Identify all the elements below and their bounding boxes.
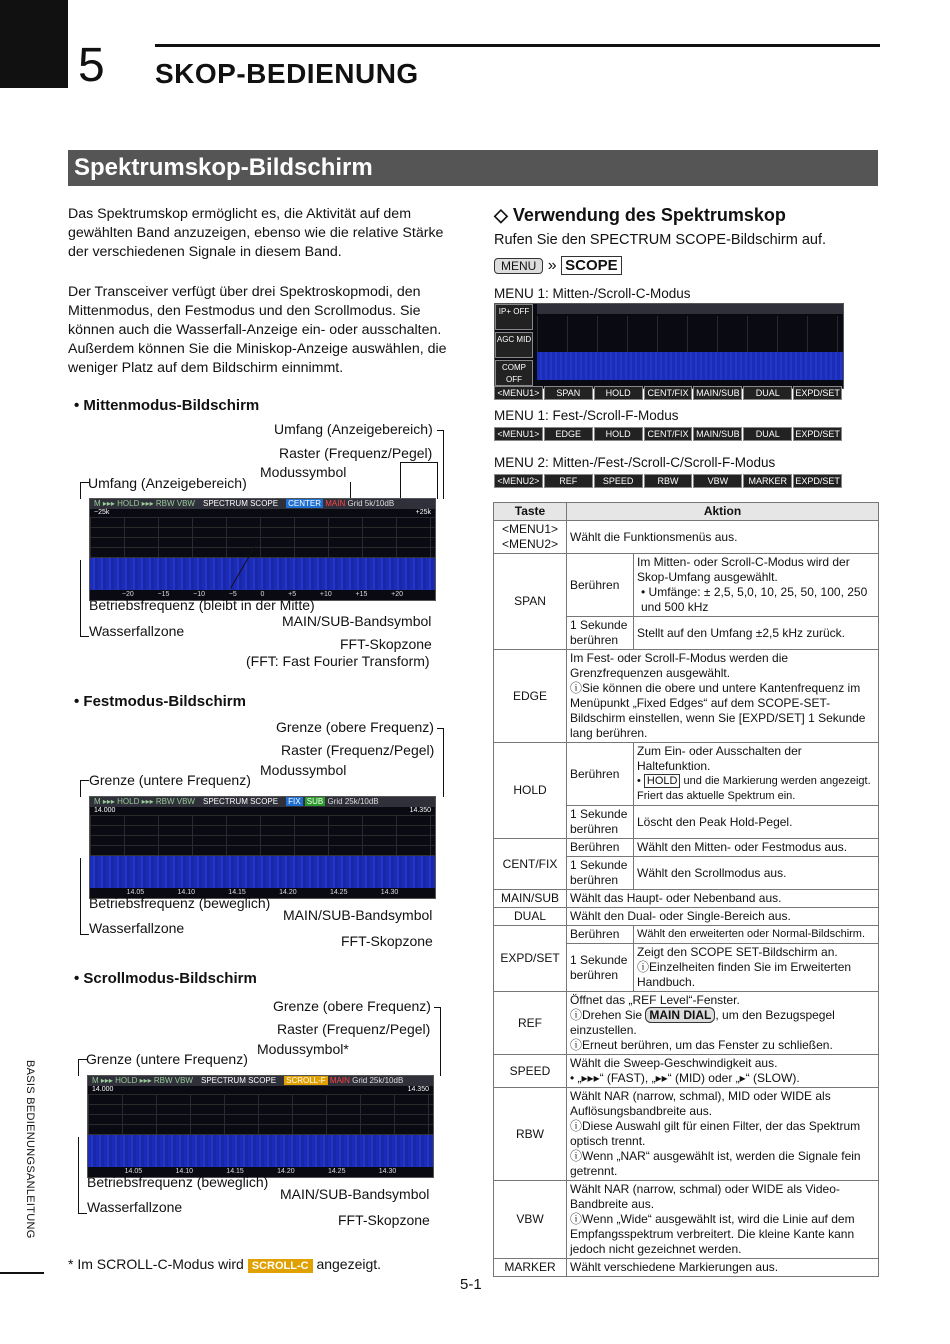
action-cell: Wählt den erweiterten oder Normal-Bildschirm. xyxy=(634,926,879,944)
action-bullet: • Umfänge: ± 2,5, 5,0, 10, 25, 50, 100, 250 und 500 kHz xyxy=(641,585,868,614)
table-row xyxy=(494,1055,879,1088)
action-cell xyxy=(567,1088,879,1181)
leader-upper xyxy=(437,728,444,797)
axis-tick: +20 xyxy=(391,591,403,598)
fixed-mode-screen xyxy=(89,796,436,899)
axis-tick: 14.30 xyxy=(378,1168,397,1175)
footnote-text-after: angezeigt. xyxy=(316,1256,382,1272)
chapter-rule xyxy=(155,44,880,47)
label-grid: Raster (Frequenz/Pegel) xyxy=(279,445,433,461)
table-row xyxy=(494,650,879,743)
menu1-button[interactable]: <MENU1> xyxy=(494,386,543,400)
key-cell: CENT/FIX xyxy=(494,839,567,890)
table-row xyxy=(494,992,879,1055)
ip-off-button[interactable]: IP+ OFF xyxy=(495,304,533,330)
scope-header-bar: M ▸▸▸ HOLD ▸▸▸ RBW VBW SPECTRUM SCOPE FIX SUB Grid 25k/10dB xyxy=(90,797,435,807)
label-fft-note: (FFT: Fast Fourier Transform) xyxy=(246,653,430,669)
speed-button[interactable]: SPEED xyxy=(594,474,643,488)
center-mode-screen xyxy=(89,498,436,601)
range-right: +25k xyxy=(415,509,431,516)
scope-key: SCOPE xyxy=(561,256,622,275)
axis-tick: 14.25 xyxy=(329,889,348,896)
key-cell: REF xyxy=(494,992,567,1055)
main-dial-badge: MAIN DIAL xyxy=(645,1007,715,1023)
expd-set-button[interactable]: EXPD/SET xyxy=(793,474,842,488)
action-text: Wählt die Sweep-Geschwindigkeit aus. xyxy=(570,1056,778,1070)
action-cell xyxy=(567,650,879,743)
mini-waterfall xyxy=(537,352,843,380)
table-row xyxy=(494,554,879,617)
chapter-tab-block xyxy=(0,0,68,88)
expd-set-button[interactable]: EXPD/SET xyxy=(793,386,842,400)
axis-tick: +15 xyxy=(355,591,368,598)
label-upper: Grenze (obere Frequenz) xyxy=(273,998,431,1014)
label-op-freq: Betriebsfrequenz (bleibt in der Mitte) xyxy=(89,597,315,613)
action-note: ⓘEinzelheiten finden Sie im Erweiterten Handbuch. xyxy=(637,960,852,989)
label-waterfall: Wasserfallzone xyxy=(89,920,185,936)
mini-fft-zone xyxy=(537,316,843,352)
leader-waterfall xyxy=(80,858,89,935)
action-cell xyxy=(567,1055,879,1088)
label-waterfall: Wasserfallzone xyxy=(89,623,185,639)
marker-button[interactable]: MARKER xyxy=(743,474,792,488)
action-note: ⓘWenn „Wide“ ausgewählt ist, wird die Linie auf dem Empfangsspektrum verbreitert. Die kleine Kante kann jedoch nicht gezeichnet werden. xyxy=(570,1212,855,1256)
axis-tick: +5 xyxy=(288,591,297,598)
mode-symbol: CENTER xyxy=(288,499,321,508)
action-note: ⓘDiese Auswahl gilt für einen Filter, der das Spektrum optisch trennt. xyxy=(570,1119,861,1148)
action-cell: Löscht den Peak Hold-Pegel. xyxy=(634,806,879,839)
hold-badge: HOLD xyxy=(644,774,681,788)
range-left: 14.000 xyxy=(92,1086,114,1093)
range-right: 14.350 xyxy=(407,1086,429,1093)
menu1-center-row xyxy=(494,386,842,400)
action-cell: Wählt das Haupt- oder Nebenband aus. xyxy=(567,890,879,908)
sub-cell: 1 Sekunde berühren xyxy=(567,617,634,650)
main-sub-button[interactable]: MAIN/SUB xyxy=(693,427,742,441)
band-symbol: MAIN xyxy=(325,499,346,508)
menu1-fixed-row xyxy=(494,427,842,441)
waterfall-zone xyxy=(90,856,435,888)
label-lower: Grenze (untere Frequenz) xyxy=(86,1051,248,1067)
menu1-center-label: MENU 1: Mitten-/Scroll-C-Modus xyxy=(494,286,691,301)
action-text: Zeigt den SCOPE SET-Bildschirm an. xyxy=(637,945,838,959)
label-grid: Raster (Frequenz/Pegel) xyxy=(281,742,435,758)
action-note: ⓘDrehen Sie xyxy=(570,1008,643,1022)
label-lower: Grenze (untere Frequenz) xyxy=(89,772,251,788)
axis-tick: 14.05 xyxy=(126,889,145,896)
grid-readout: Grid 5k/10dB xyxy=(347,499,395,508)
page-number: 5-1 xyxy=(460,1276,482,1293)
action-bullet: und die Markierung werden angezeigt. Friert das aktuelle Spektrum ein. xyxy=(637,775,871,802)
key-cell: HOLD xyxy=(494,743,567,839)
vbw-button[interactable]: VBW xyxy=(693,474,742,488)
action-cell: Zum Ein- oder Ausschalten der Haltefunktion. • HOLD und die Markierung werden angezeigt. Friert das aktuelle Spektrum ein. xyxy=(634,743,879,806)
key-cell: VBW xyxy=(494,1181,567,1259)
axis-tick: 14.10 xyxy=(177,889,195,896)
arrow-text: » xyxy=(547,257,557,274)
key-cell: <MENU1> <MENU2> xyxy=(494,521,567,554)
key-cell: EXPD/SET xyxy=(494,926,567,992)
side-label: BASIS BEDIENUNGSANLEITUNG xyxy=(24,1060,36,1239)
fixed-mode-heading: • Festmodus-Bildschirm xyxy=(74,693,246,710)
action-cell: Stellt auf den Umfang ±2,5 kHz zurück. xyxy=(634,617,879,650)
axis-tick: 14.25 xyxy=(327,1168,346,1175)
table-row xyxy=(494,890,879,908)
key-sequence xyxy=(494,256,622,275)
band-symbol: SUB xyxy=(306,797,324,806)
axis-tick: 14.30 xyxy=(380,889,399,896)
label-fft: FFT-Skopzone xyxy=(340,636,432,652)
fft-zone xyxy=(90,517,435,558)
intro-paragraph-2: Der Transceiver verfügt über drei Spektroskopmodi, den Mittenmodus, den Festmodus und den Scrollmodus. Sie können auch die Wasserfall-Anzeige ein- oder ausschalten. Außerdem können Sie die Miniskop-Anzeige auswählen, die weniger Platz auf dem Bildschirm einnimmt. xyxy=(68,284,447,376)
fixed-mode-heading-text: Festmodus-Bildschirm xyxy=(83,693,246,710)
leader-lower xyxy=(78,1059,87,1076)
axis-tick: +10 xyxy=(319,591,332,598)
agc-mid-button[interactable]: AGC MID xyxy=(495,332,533,358)
key-cell: MAIN/SUB xyxy=(494,890,567,908)
label-op-freq: Betriebsfrequenz (beweglich) xyxy=(87,1174,269,1190)
scope-range-row xyxy=(88,1086,433,1094)
center-mode-heading-text: Mittenmodus-Bildschirm xyxy=(83,397,260,414)
center-mode-heading: • Mittenmodus-Bildschirm xyxy=(74,397,260,414)
comp-off-button[interactable]: COMP OFF xyxy=(495,360,533,386)
dual-button[interactable]: DUAL xyxy=(743,427,792,441)
diamond-icon: ◇ xyxy=(494,205,508,225)
action-text: Wählt NAR (narrow, schmal), MID oder WIDE als Auflösungsbandbreite aus. xyxy=(570,1089,831,1118)
header-key: Taste xyxy=(494,503,567,521)
action-cell xyxy=(567,992,879,1055)
menu1-button[interactable]: <MENU1> xyxy=(494,427,543,441)
leader-span-right xyxy=(437,430,444,499)
label-band-symbol: MAIN/SUB-Bandsymbol xyxy=(282,613,432,629)
axis-tick: 14.10 xyxy=(175,1168,193,1175)
axis-tick: 14.20 xyxy=(279,889,297,896)
leader-waterfall xyxy=(80,560,89,637)
action-note: ⓘWenn „NAR“ ausgewählt ist, werden die Signale fein getrennt. xyxy=(570,1149,861,1178)
sub-cell: Berühren xyxy=(567,554,634,617)
axis-tick: 0 xyxy=(260,591,265,598)
key-cell: DUAL xyxy=(494,908,567,926)
action-cell: Wählt den Mitten- oder Festmodus aus. xyxy=(634,839,879,857)
key-cell: SPEED xyxy=(494,1055,567,1088)
sub-cell: Berühren xyxy=(567,839,634,857)
action-text: Im Mitten- oder Scroll-C-Modus wird der Skop-Umfang ausgewählt. xyxy=(637,555,850,584)
axis-tick: −15 xyxy=(157,591,170,598)
sub-cell: Berühren xyxy=(567,743,634,806)
hold-button[interactable]: HOLD xyxy=(594,386,643,400)
action-text: Im Fest- oder Scroll-F-Modus werden die Grenzfrequenzen ausgewählt. xyxy=(570,651,789,680)
sub-cell: 1 Sekunde berühren xyxy=(567,806,634,839)
dual-button[interactable]: DUAL xyxy=(743,386,792,400)
intro-paragraph-1: Das Spektrumskop ermöglicht es, die Aktivität auf dem gewählten Band anzuzeigen, ebenso wie die relative Stärke der verschiedenen Signale in diesem Band. xyxy=(68,206,444,260)
action-bullet: • „▸▸▸“ (FAST), „▸▸“ (MID) oder „▸“ (SLOW). xyxy=(570,1071,800,1085)
scroll-mode-heading-text: Scrollmodus-Bildschirm xyxy=(83,970,257,987)
action-cell: Wählt verschiedene Markierungen aus. xyxy=(567,1259,879,1277)
mode-symbol: FIX xyxy=(288,797,301,806)
axis-tick: 14.15 xyxy=(226,1168,244,1175)
range-right: 14.350 xyxy=(409,807,431,814)
hold-button[interactable]: HOLD xyxy=(594,427,643,441)
action-note: ⓘSie können die obere und untere Kantenfrequenz im Menüpunkt „Fixed Edges“ auf dem SCOPE-SET-Bildschirm einstellen, wenn Sie [EXPD/SET] 1 Sekunde lang berühren. xyxy=(570,681,866,740)
label-span-right: Umfang (Anzeigebereich) xyxy=(274,421,433,437)
scope-title: SPECTRUM SCOPE xyxy=(202,499,279,508)
table-row xyxy=(494,1181,879,1259)
footnote xyxy=(68,1256,381,1272)
mini-scope-bar xyxy=(537,304,843,314)
leader-waterfall xyxy=(78,1137,87,1214)
scroll-mode-heading: • Scrollmodus-Bildschirm xyxy=(74,970,257,987)
key-function-table xyxy=(493,502,879,1277)
label-grid: Raster (Frequenz/Pegel) xyxy=(277,1021,431,1037)
key-cell: RBW xyxy=(494,1088,567,1181)
axis-tick: −10 xyxy=(193,591,205,598)
label-op-freq: Betriebsfrequenz (beweglich) xyxy=(89,895,271,911)
label-fft: FFT-Skopzone xyxy=(341,933,433,949)
side-button-column xyxy=(495,304,533,388)
expd-set-button[interactable]: EXPD/SET xyxy=(793,427,842,441)
scroll-mode-screen xyxy=(87,1075,434,1178)
ref-button[interactable]: REF xyxy=(544,474,593,488)
label-waterfall: Wasserfallzone xyxy=(87,1199,183,1215)
scope-header-bar: M ▸▸▸ HOLD ▸▸▸ RBW VBW SPECTRUM SCOPE CENTER MAIN Grid 5k/10dB xyxy=(90,499,435,509)
action-text: Öffnet das „REF Level“-Fenster. xyxy=(570,993,740,1007)
table-header-row xyxy=(494,503,879,521)
label-upper: Grenze (obere Frequenz) xyxy=(276,719,434,735)
usage-instruction: Rufen Sie den SPECTRUM SCOPE-Bildschirm auf. xyxy=(494,232,826,248)
span-button[interactable]: SPAN xyxy=(544,386,593,400)
section-title: Spektrumskop-Bildschirm xyxy=(68,150,878,186)
usage-heading-text: Verwendung des Spektrumskop xyxy=(512,205,786,225)
scope-title: SPECTRUM SCOPE xyxy=(200,1076,277,1085)
menu2-row xyxy=(494,474,842,488)
chapter-number: 5 xyxy=(78,39,105,92)
menu-key: MENU xyxy=(494,258,543,274)
leader-lower xyxy=(80,780,89,797)
sub-cell: 1 Sekunde berühren xyxy=(567,857,634,890)
rbw-button[interactable]: RBW xyxy=(644,474,693,488)
table-row xyxy=(494,908,879,926)
menu1-fixed-label: MENU 1: Fest-/Scroll-F-Modus xyxy=(494,408,679,423)
band-symbol: MAIN xyxy=(329,1076,350,1085)
leader-upper xyxy=(434,1007,441,1076)
menu2-label: MENU 2: Mitten-/Fest-/Scroll-C/Scroll-F-Modus xyxy=(494,455,776,470)
axis-tick: −20 xyxy=(121,591,134,598)
label-mode-symbol: Modussymbol xyxy=(260,464,347,480)
cent-fix-button[interactable]: CENT/FIX xyxy=(644,427,693,441)
axis-tick: −5 xyxy=(228,591,237,598)
label-mode-symbol: Modussymbol* xyxy=(257,1041,349,1057)
table-row xyxy=(494,1259,879,1277)
table-row xyxy=(494,839,879,857)
table-row xyxy=(494,1088,879,1181)
scope-range-row xyxy=(90,509,435,517)
range-left: 14.000 xyxy=(94,807,116,814)
scope-header-bar: M ▸▸▸ HOLD ▸▸▸ RBW VBW SPECTRUM SCOPE SCROLL-F MAIN Grid 25k/10dB xyxy=(88,1076,433,1086)
sub-cell: 1 Sekunde berühren xyxy=(567,944,634,992)
action-note: ⓘErneut berühren, um das Fenster zu schließen. xyxy=(570,1038,833,1052)
mode-symbol: SCROLL-F xyxy=(286,1076,326,1085)
grid-readout: Grid 25k/10dB xyxy=(352,1076,404,1085)
waterfall-zone xyxy=(88,1135,433,1167)
range-left: −25k xyxy=(94,509,110,516)
action-cell: Wählt den Scrollmodus aus. xyxy=(634,857,879,890)
label-mode-symbol: Modussymbol xyxy=(260,762,347,778)
key-cell: MARKER xyxy=(494,1259,567,1277)
action-note: , um den Bezugspegel einzustellen. xyxy=(570,1008,835,1037)
key-cell: EDGE xyxy=(494,650,567,743)
table-row xyxy=(494,743,879,806)
label-band-symbol: MAIN/SUB-Bandsymbol xyxy=(280,1186,430,1202)
leader-span-left xyxy=(80,482,89,499)
sub-cell: Berühren xyxy=(567,926,634,944)
action-cell xyxy=(634,944,879,992)
table-row xyxy=(494,926,879,944)
main-sub-button[interactable]: MAIN/SUB xyxy=(693,386,742,400)
scroll-c-badge: SCROLL-C xyxy=(248,1259,313,1273)
edge-button[interactable]: EDGE xyxy=(544,427,593,441)
leader-grid xyxy=(400,462,438,499)
header-action: Aktion xyxy=(567,503,879,521)
chapter-title: SKOP-BEDIENUNG xyxy=(155,58,419,89)
axis-tick: 14.15 xyxy=(228,889,246,896)
side-rule xyxy=(0,1272,44,1274)
axis-tick: 14.20 xyxy=(277,1168,295,1175)
action-text: Wählt NAR (narrow, schmal) oder WIDE als Video-Bandbreite aus. xyxy=(570,1182,840,1211)
fft-zone xyxy=(90,815,435,856)
waterfall-zone xyxy=(90,558,435,590)
action-text: Zum Ein- oder Ausschalten der Haltefunktion. xyxy=(637,744,802,773)
menu1-screen xyxy=(494,303,844,389)
key-cell: SPAN xyxy=(494,554,567,650)
label-fft: FFT-Skopzone xyxy=(338,1212,430,1228)
footnote-text-before: * Im SCROLL-C-Modus wird xyxy=(68,1256,244,1272)
cent-fix-button[interactable]: CENT/FIX xyxy=(644,386,693,400)
scope-range-row xyxy=(90,807,435,815)
fft-zone xyxy=(88,1094,433,1135)
label-band-symbol: MAIN/SUB-Bandsymbol xyxy=(283,907,433,923)
usage-heading xyxy=(494,205,786,226)
scope-title: SPECTRUM SCOPE xyxy=(202,797,279,806)
grid-readout: Grid 25k/10dB xyxy=(327,797,379,806)
action-cell xyxy=(634,554,879,617)
label-span-left: Umfang (Anzeigebereich) xyxy=(88,475,247,491)
axis-tick: 14.05 xyxy=(124,1168,143,1175)
action-cell: Wählt den Dual- oder Single-Bereich aus. xyxy=(567,908,879,926)
action-cell: Wählt die Funktionsmenüs aus. xyxy=(567,521,879,554)
leader-mode xyxy=(350,482,351,498)
action-cell xyxy=(567,1181,879,1259)
menu2-button[interactable]: <MENU2> xyxy=(494,474,543,488)
table-row xyxy=(494,521,879,554)
